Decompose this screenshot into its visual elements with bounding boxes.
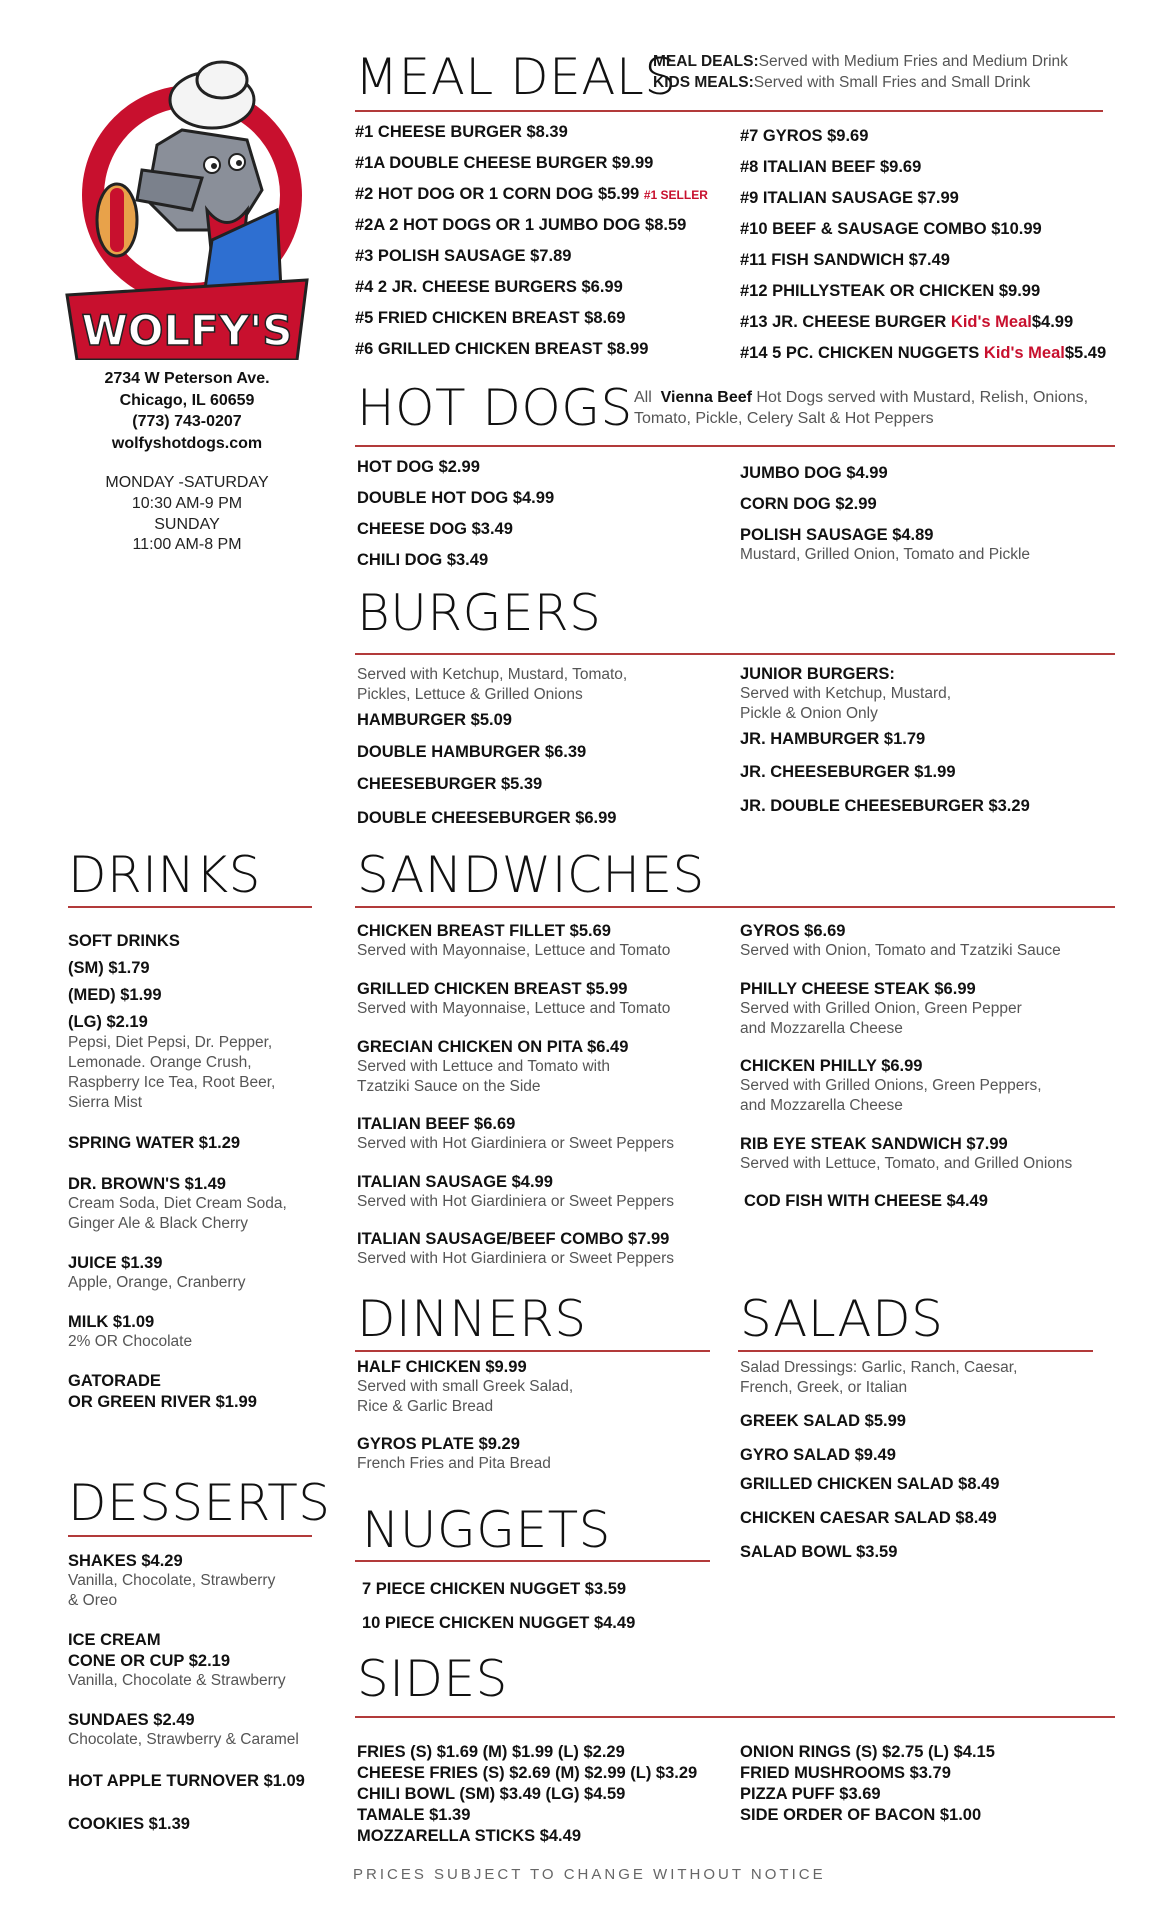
list-item: ITALIAN SAUSAGE $4.99: [357, 1172, 553, 1191]
list-item: SALAD BOWL $3.59: [740, 1543, 898, 1562]
list-item: PIZZA PUFF $3.69: [740, 1785, 881, 1803]
meal-deals-heading: MEAL DEALS: [355, 48, 677, 106]
list-item: ITALIAN SAUSAGE/BEEF COMBO $7.99: [357, 1229, 670, 1248]
sides-heading: SIDES: [357, 1650, 508, 1708]
hot-dogs-left-list: [357, 458, 554, 582]
list-item: CHEESEBURGER $5.39: [357, 775, 543, 794]
sides-left-list: [357, 1743, 697, 1848]
list-item: CHEESE FRIES (S) $2.69 (M) $2.99 (L) $3.29: [357, 1764, 698, 1782]
list-item: RIB EYE STEAK SANDWICH $7.99: [740, 1134, 1008, 1153]
nuggets-list: [362, 1580, 635, 1644]
list-item: DOUBLE HAMBURGER $6.39: [357, 743, 587, 762]
address: 2734 W Peterson Ave.: [104, 370, 270, 387]
hot-dogs-divider: [355, 445, 1115, 447]
list-item: 10 PIECE CHICKEN NUGGET $4.49: [362, 1614, 636, 1632]
list-item: #3 POLISH SAUSAGE $7.89: [355, 247, 572, 265]
list-item: #12 PHILLYSTEAK OR CHICKEN $9.99: [740, 282, 1041, 300]
list-item: #2 HOT DOG OR 1 CORN DOG $5.99 #1 SELLER: [355, 185, 708, 203]
nuggets-divider: [355, 1560, 710, 1562]
list-item: #4 2 JR. CHEESE BURGERS $6.99: [355, 278, 623, 296]
list-item: #2A 2 HOT DOGS OR 1 JUMBO DOG $8.59: [355, 216, 687, 234]
desserts-list: SHAKES $4.29 Vanilla, Chocolate, Strawberry & Oreo ICE CREAM CONE OR CUP $2.19 Vanilla, Chocolate & Strawberry SUNDAES $2.49 Chocolate, Strawberry & Caramel HOT APPLE TURNOVER $1.09 COOKIES $1.39: [68, 1552, 305, 1834]
drinks-divider: [68, 906, 312, 908]
list-item: JUMBO DOG $4.99: [740, 464, 888, 482]
city: Chicago, IL 60659: [119, 391, 255, 409]
list-item: #10 BEEF & SAUSAGE COMBO $10.99: [740, 220, 1042, 238]
list-item: CHILI BOWL (SM) $3.49 (LG) $4.59: [357, 1785, 626, 1803]
wolfys-logo: [62, 60, 312, 360]
nuggets-heading: NUGGETS: [362, 1501, 611, 1559]
list-item: SIDE ORDER OF BACON $1.00: [740, 1806, 982, 1824]
list-item: #14 5 PC. CHICKEN NUGGETS Kid's Meal$5.49: [740, 344, 1107, 362]
list-item: FRIED MUSHROOMS $3.79: [740, 1764, 951, 1782]
list-item: DOUBLE HOT DOG $4.99: [357, 489, 555, 507]
kids-meal-tag: Kid's Meal: [983, 344, 1065, 362]
dinners-list: HALF CHICKEN $9.99 Served with small Greek Salad, Rice & Garlic Bread GYROS PLATE $9.29 French Fries and Pita Bread: [357, 1358, 707, 1474]
list-item: HAMBURGER $5.09: [357, 711, 512, 730]
list-item: #8 ITALIAN BEEF $9.69: [740, 158, 922, 176]
list-item: #5 FRIED CHICKEN BREAST $8.69: [355, 309, 626, 327]
list-item: CHILI DOG $3.49: [357, 551, 489, 569]
list-item: CHICKEN BREAST FILLET $5.69: [357, 922, 611, 940]
list-item: POLISH SAUSAGE $4.89: [740, 526, 934, 544]
burgers-heading: BURGERS: [357, 584, 602, 642]
list-item: PHILLY CHEESE STEAK $6.99: [740, 980, 976, 999]
salads-list: Salad Dressings: Garlic, Ranch, Caesar, French, Greek, or Italian GREEK SALAD $5.99 GYRO SALAD $9.49 GRILLED CHICKEN SALAD $8.49 CHICKEN CAESAR SALAD $8.49 SALAD BOWL $3.59: [740, 1358, 1100, 1573]
list-item: GRILLED CHICKEN SALAD $8.49: [740, 1475, 1000, 1494]
website-link[interactable]: wolfyshotdogs.com: [111, 434, 263, 452]
list-item: GYRO SALAD $9.49: [740, 1446, 896, 1465]
list-item: ITALIAN BEEF $6.69: [357, 1115, 516, 1134]
list-item: #1 CHEESE BURGER $8.39: [355, 123, 568, 141]
sides-right-list: [740, 1743, 995, 1827]
drinks-heading: DRINKS: [68, 846, 261, 904]
contact-info: [62, 368, 312, 454]
wolf-chef-logo-icon: [62, 60, 312, 360]
sandwiches-heading: SANDWICHES: [357, 846, 705, 904]
salads-heading: SALADS: [740, 1290, 944, 1348]
business-hours: MONDAY -SATURDAY 10:30 AM-9 PM SUNDAY 11:00 AM-8 PM: [105, 474, 269, 554]
list-item: GREEK SALAD $5.99: [740, 1412, 906, 1431]
sandwiches-right-list: GYROS $6.69 Served with Onion, Tomato and Tzatziki Sauce PHILLY CHEESE STEAK $6.99 Served with Grilled Onion, Green Pepper and Mozzarella Cheese CHICKEN PHILLY $6.99 Served with Grilled Onions, Green Peppers, and Mozzarella Cheese RIB EYE STEAK SANDWICH $7.99 Served with Lettuce, Tomato, and Grilled Onions COD FISH WITH CHEESE $4.49: [740, 922, 1120, 1211]
list-item: #11 FISH SANDWICH $7.49: [740, 251, 950, 269]
item-description: Mustard, Grilled Onion, Tomato and Pickle: [740, 545, 1031, 563]
svg-text:WOLFY'S: WOLFY'S: [81, 306, 293, 355]
hot-dogs-heading: HOT DOGS: [357, 379, 633, 437]
burgers-divider: [355, 653, 1115, 655]
sandwiches-left-list: CHICKEN BREAST FILLET $5.69 Served with Mayonnaise, Lettuce and Tomato GRILLED CHICKEN BREAST $5.99 Served with Mayonnaise, Lettuce and Tomato GRECIAN CHICKEN ON PITA $6.49 Served with Lettuce and Tomato with Tzatziki Sauce on the Side ITALIAN BEEF $6.69 Served with Hot Giardiniera or Sweet Peppers ITALIAN SAUSAGE $4.99 Served with Hot Giardiniera or Sweet Peppers ITALIAN SAUSAGE/BEEF COMBO $7.99 Served with Hot Giardiniera or Sweet Peppers: [357, 922, 727, 1269]
list-item: #6 GRILLED CHICKEN BREAST $8.99: [355, 340, 649, 358]
desserts-heading: DESSERTS: [68, 1474, 331, 1532]
list-item: ONION RINGS (S) $2.75 (L) $4.15: [740, 1743, 995, 1761]
list-item: FRIES (S) $1.69 (M) $1.99 (L) $2.29: [357, 1743, 625, 1761]
price-disclaimer: PRICES SUBJECT TO CHANGE WITHOUT NOTICE: [353, 1866, 826, 1883]
list-item: #7 GYROS $9.69: [740, 127, 869, 145]
sandwiches-divider: [355, 906, 1115, 908]
dinners-divider: [355, 1350, 710, 1352]
list-item: DOUBLE CHEESEBURGER $6.99: [357, 809, 617, 828]
best-seller-badge: #1 SELLER: [643, 188, 708, 202]
salads-divider: [738, 1350, 1093, 1352]
meal-deals-divider: [355, 110, 1103, 112]
list-item: HALF CHICKEN $9.99: [357, 1358, 527, 1376]
hot-dogs-right-list: [740, 464, 1030, 565]
meal-deals-right-list: [740, 127, 1106, 375]
list-item: #13 JR. CHEESE BURGER Kid's Meal$4.99: [740, 313, 1074, 331]
hot-dogs-note: All Vienna Beef Hot Dogs served with Mustard, Relish, Onions, Tomato, Pickle, Celery Salt & Hot Peppers: [634, 389, 1089, 427]
list-item: JR. CHEESEBURGER $1.99: [740, 763, 956, 782]
list-item: CHICKEN PHILLY $6.99: [740, 1057, 923, 1076]
list-item: CHEESE DOG $3.49: [357, 520, 513, 538]
list-item: GRILLED CHICKEN BREAST $5.99: [357, 980, 628, 999]
phone-number[interactable]: (773) 743-0207: [132, 413, 242, 431]
burgers-left-list: Served with Ketchup, Mustard, Tomato, Pickles, Lettuce & Grilled Onions HAMBURGER $5.09 DOUBLE HAMBURGER $6.39 CHEESEBURGER $5.39 DOUBLE CHEESEBURGER $6.99: [357, 665, 627, 841]
list-item: CORN DOG $2.99: [740, 495, 877, 513]
list-item: CHICKEN CAESAR SALAD $8.49: [740, 1509, 997, 1528]
drinks-list: SOFT DRINKS (SM) $1.79 (MED) $1.99 (LG) $2.19 Pepsi, Diet Pepsi, Dr. Pepper, Lemonade. Orange Crush, Raspberry Ice Tea, Root Beer, Sierra Mist SPRING WATER $1.29 DR. BROWN'S $1.49 Cream Soda, Diet Cream Soda, Ginger Ale & Black Cherry JUICE $1.39 Apple, Orange, Cranberry MILK $1.09 2% OR Chocolate GATORADE OR GREEN RIVER $1.99: [68, 932, 287, 1411]
meal-deals-left-list: [355, 123, 708, 371]
list-item: JR. HAMBURGER $1.79: [740, 730, 926, 749]
dinners-heading: DINNERS: [357, 1290, 587, 1348]
list-item: GYROS PLATE $9.29: [357, 1435, 520, 1454]
list-item: MOZZARELLA STICKS $4.49: [357, 1827, 581, 1845]
list-item: GYROS $6.69: [740, 922, 846, 940]
list-item: HOT DOG $2.99: [357, 458, 480, 476]
list-item: TAMALE $1.39: [357, 1806, 471, 1824]
list-item: #9 ITALIAN SAUSAGE $7.99: [740, 189, 959, 207]
sides-divider: [355, 1716, 1115, 1718]
list-item: COD FISH WITH CHEESE $4.49: [744, 1191, 988, 1210]
list-item: 7 PIECE CHICKEN NUGGET $3.59: [362, 1580, 627, 1598]
burgers-right-list: JUNIOR BURGERS: Served with Ketchup, Mustard, Pickle & Onion Only JR. HAMBURGER $1.79 JR. CHEESEBURGER $1.99 JR. DOUBLE CHEESEBURGER $3.29: [740, 665, 1030, 829]
kids-meal-tag: Kid's Meal: [950, 313, 1032, 331]
desserts-divider: [68, 1535, 312, 1537]
meal-deals-note: MEAL DEALS:Served with Medium Fries and Medium Drink KIDS MEALS:Served with Small Fries and Small Drink: [653, 53, 1068, 91]
list-item: JR. DOUBLE CHEESEBURGER $3.29: [740, 797, 1030, 816]
list-item: GRECIAN CHICKEN ON PITA $6.49: [357, 1038, 629, 1057]
list-item: #1A DOUBLE CHEESE BURGER $9.99: [355, 154, 654, 172]
